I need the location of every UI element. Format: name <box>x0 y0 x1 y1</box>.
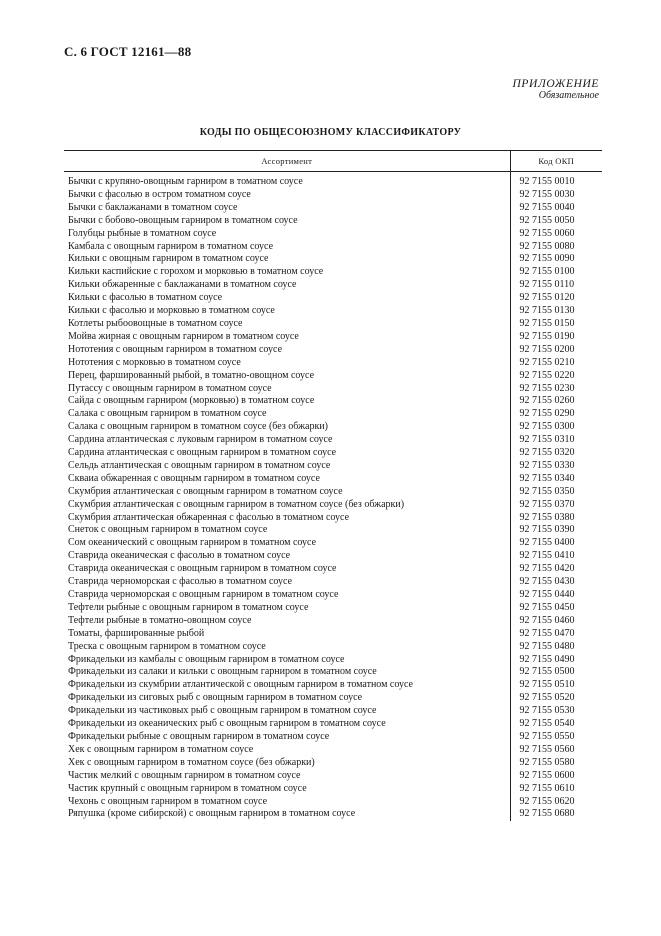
table-row <box>64 770 602 783</box>
okp-code-cell: 92 7155 0120 <box>519 292 575 304</box>
okp-code-cell: 92 7155 0260 <box>519 395 575 407</box>
table-row <box>64 241 602 254</box>
table-row <box>64 615 602 628</box>
assortment-cell: Чехонь с овощным гарниром в томатном соусе <box>64 796 510 809</box>
assortment-cell: Камбала с овощным гарниром в томатном соусе <box>64 241 510 254</box>
table-row <box>64 576 602 589</box>
assortment-cell: Бычки с баклажанами в томатном соусе <box>64 202 510 215</box>
table-row <box>64 266 602 279</box>
table-row <box>64 744 602 757</box>
assortment-cell: Бычки с фасолью в остром томатном соусе <box>64 189 510 202</box>
table-body <box>64 172 602 822</box>
assortment-cell: Снеток с овощным гарниром в томатном соусе <box>64 524 510 537</box>
appendix-title: ПРИЛОЖЕНИЕ <box>512 78 599 90</box>
okp-code-cell: 92 7155 0380 <box>519 511 575 523</box>
table-row <box>64 628 602 641</box>
table-row <box>64 731 602 744</box>
table-row <box>64 692 602 705</box>
okp-code-cell: 92 7155 0600 <box>519 769 575 781</box>
okp-code-cell: 92 7155 0560 <box>519 743 575 755</box>
table-row <box>64 499 602 512</box>
document-title: КОДЫ ПО ОБЩЕСОЮЗНОМУ КЛАССИФИКАТОРУ <box>199 127 462 138</box>
table-row <box>64 705 602 718</box>
okp-code-cell: 92 7155 0420 <box>519 563 575 575</box>
assortment-cell: Кильки с фасолью и морковью в томатном соусе <box>64 305 510 318</box>
assortment-cell: Хек с овощным гарниром в томатном соусе (без обжарки) <box>64 757 510 770</box>
table-row <box>64 537 602 550</box>
assortment-cell: Ставрида океаническая с овощным гарниром в томатном соусе <box>64 563 510 576</box>
table-row <box>64 486 602 499</box>
okp-code-cell: 92 7155 0460 <box>519 614 575 626</box>
assortment-cell: Ставрида океаническая с фасолью в томатном соусе <box>64 550 510 563</box>
table-row <box>64 292 602 305</box>
appendix-label <box>513 78 599 102</box>
okp-code-cell: 92 7155 0550 <box>519 730 575 742</box>
okp-code-cell: 92 7155 0520 <box>519 692 575 704</box>
table-header-row <box>64 151 602 172</box>
assortment-cell: Фрикадельки из скумбрии атлантической с овощным гарниром в томатном соусе <box>64 679 510 692</box>
assortment-cell: Сайда с овощным гарниром (морковью) в томатном соусе <box>64 395 510 408</box>
okp-code-cell: 92 7155 0220 <box>519 369 575 381</box>
table-row <box>64 318 602 331</box>
table-row <box>64 783 602 796</box>
table-row <box>64 408 602 421</box>
assortment-cell: Салака с овощным гарниром в томатном соусе <box>64 408 510 421</box>
assortment-cell: Хек с овощным гарниром в томатном соусе <box>64 744 510 757</box>
table-row <box>64 757 602 770</box>
assortment-cell: Скваиа обжаренная с овощным гарниром в томатном соусе <box>64 473 510 486</box>
table-row <box>64 395 602 408</box>
table-row <box>64 512 602 525</box>
okp-code-cell: 92 7155 0320 <box>519 447 575 459</box>
okp-code-cell: 92 7155 0130 <box>519 305 575 317</box>
assortment-cell: Кильки каспийские с горохом и морковью в томатном соусе <box>64 266 510 279</box>
okp-code-cell: 92 7155 0230 <box>519 382 575 394</box>
table-row <box>64 460 602 473</box>
page-header: С. 6 ГОСТ 12161—88 <box>64 44 192 59</box>
assortment-cell: Томаты, фаршированные рыбой <box>64 628 510 641</box>
assortment-cell: Нототения с морковью в томатном соусе <box>64 357 510 370</box>
assortment-cell: Ставрида черноморская с овощным гарниром в томатном соусе <box>64 589 510 602</box>
assortment-cell: Сельдь атлантическая с овощным гарниром в томатном соусе <box>64 460 510 473</box>
okp-code-cell: 92 7155 0030 <box>519 188 575 200</box>
assortment-cell: Скумбрия атлантическая обжаренная с фасолью в томатном соусе <box>64 512 510 525</box>
assortment-cell: Голубцы рыбные в томатном соусе <box>64 228 510 241</box>
assortment-cell: Сом океанический с овощным гарниром в томатном соусе <box>64 537 510 550</box>
table-row <box>64 447 602 460</box>
table-row <box>64 602 602 615</box>
okp-code-cell: 92 7155 0350 <box>519 485 575 497</box>
okp-code-cell: 92 7155 0150 <box>519 317 575 329</box>
table-row <box>64 589 602 602</box>
okp-code-cell: 92 7155 0400 <box>519 537 575 549</box>
table-row <box>64 172 602 189</box>
assortment-cell: Фрикадельки рыбные с овощным гарниром в томатном соусе <box>64 731 510 744</box>
assortment-cell: Ставрида черноморская с фасолью в томатном соусе <box>64 576 510 589</box>
okp-code-cell: 92 7155 0200 <box>519 343 575 355</box>
assortment-cell: Частик мелкий с овощным гарниром в томатном соусе <box>64 770 510 783</box>
table-row <box>64 808 602 821</box>
table-row <box>64 357 602 370</box>
table-row <box>64 421 602 434</box>
okp-code-cell: 92 7155 0530 <box>519 705 575 717</box>
assortment-cell: Кильки с фасолью в томатном соусе <box>64 292 510 305</box>
okp-code-cell: 92 7155 0440 <box>519 589 575 600</box>
okp-code-cell: 92 7155 0500 <box>519 666 575 678</box>
table-row <box>64 279 602 292</box>
okp-code-cell: 92 7155 0390 <box>519 524 575 536</box>
table-row <box>64 344 602 357</box>
okp-code-cell: 92 7155 0310 <box>519 434 575 446</box>
table-row <box>64 305 602 318</box>
table-row <box>64 796 602 809</box>
assortment-cell: Путассу с овощным гарниром в томатном соусе <box>64 383 510 396</box>
assortment-cell: Фрикадельки из камбалы с овощным гарниром в томатном соусе <box>64 654 510 667</box>
table-row <box>64 331 602 344</box>
assortment-cell: Фрикадельки из сиговых рыб с овощным гарниром в томатном соусе <box>64 692 510 705</box>
okp-code-cell: 92 7155 0210 <box>519 356 575 368</box>
okp-code-cell: 92 7155 0510 <box>519 679 575 691</box>
okp-code-cell: 92 7155 0190 <box>519 330 575 342</box>
table-row <box>64 228 602 241</box>
table-row <box>64 189 602 202</box>
appendix-note: Обязательное <box>538 90 599 101</box>
okp-code-cell: 92 7155 0480 <box>519 640 575 652</box>
okp-code-cell: 92 7155 0090 <box>519 253 575 265</box>
okp-code-cell: 92 7155 0540 <box>519 718 575 730</box>
assortment-cell: Перец, фаршированный рыбой, в томатно-овощном соусе <box>64 370 510 383</box>
okp-code-cell: 92 7155 0060 <box>519 227 575 239</box>
okp-code-cell: 92 7155 0680 <box>519 808 575 820</box>
okp-code-cell: 92 7155 0110 <box>519 279 575 291</box>
assortment-cell: Частик крупный с овощным гарниром в томатном соусе <box>64 783 510 796</box>
table-row <box>64 524 602 537</box>
assortment-cell: Салака с овощным гарниром в томатном соусе (без обжарки) <box>64 421 510 434</box>
assortment-cell: Бычки с крупяно-овощным гарниром в томатном соусе <box>64 172 510 189</box>
assortment-cell: Кильки обжаренные с баклажанами в томатном соусе <box>64 279 510 292</box>
okp-code-cell: 92 7155 0430 <box>519 576 575 588</box>
assortment-cell: Фрикадельки из океанических рыб с овощным гарниром в томатном соусе <box>64 718 510 731</box>
table-row <box>64 654 602 667</box>
okp-code-cell: 92 7155 0490 <box>519 653 575 665</box>
okp-code-cell: 92 7155 0290 <box>519 408 575 420</box>
okp-code-cell: 92 7155 0330 <box>519 459 575 471</box>
okp-code-cell: 92 7155 0010 <box>519 176 575 187</box>
table-row <box>64 718 602 731</box>
table-row <box>64 434 602 447</box>
okp-code-cell: 92 7155 0470 <box>519 627 575 639</box>
assortment-cell: Нототения с овощным гарниром в томатном соусе <box>64 344 510 357</box>
assortment-cell: Сардина атлантическая с луковым гарниром в томатном соусе <box>64 434 510 447</box>
assortment-cell: Фрикадельки из салаки и кильки с овощным гарниром в томатном соусе <box>64 666 510 679</box>
table-row <box>64 679 602 692</box>
assortment-cell: Мойва жирная с овощным гарниром в томатном соусе <box>64 331 510 344</box>
okp-code-cell: 92 7155 0100 <box>519 266 575 278</box>
column-header-okp-code: Код ОКП <box>510 151 602 172</box>
table-row <box>64 550 602 563</box>
table-row <box>64 253 602 266</box>
assortment-cell: Скумбрия атлантическая с овощным гарниром в томатном соусе (без обжарки) <box>64 499 510 512</box>
assortment-cell: Котлеты рыбоовощные в томатном соусе <box>64 318 510 331</box>
table-row <box>64 215 602 228</box>
table-row <box>64 563 602 576</box>
okp-code-cell: 92 7155 0620 <box>519 795 575 807</box>
table-row <box>64 383 602 396</box>
okp-code-cell: 92 7155 0340 <box>519 472 575 484</box>
okp-code-cell: 92 7155 0050 <box>519 214 575 226</box>
okp-codes-table <box>64 150 602 821</box>
assortment-cell: Кильки с овощным гарниром в томатном соусе <box>64 253 510 266</box>
assortment-cell: Ряпушка (кроме сибирской) с овощным гарниром в томатном соусе <box>64 808 510 821</box>
okp-code-cell: 92 7155 0080 <box>519 240 575 252</box>
okp-code-cell: 92 7155 0370 <box>519 498 575 510</box>
assortment-cell: Скумбрия атлантическая с овощным гарниром в томатном соусе <box>64 486 510 499</box>
column-header-assortment: Ассортимент <box>64 151 510 172</box>
assortment-cell: Бычки с бобово-овощным гарниром в томатном соусе <box>64 215 510 228</box>
assortment-cell: Тефтели рыбные в томатно-овощном соусе <box>64 615 510 628</box>
okp-code-cell: 92 7155 0450 <box>519 601 575 613</box>
table-row <box>64 473 602 486</box>
okp-code-cell: 92 7155 0610 <box>519 782 575 794</box>
assortment-cell: Треска с овощным гарниром в томатном соусе <box>64 641 510 654</box>
table-row <box>64 641 602 654</box>
assortment-cell: Тефтели рыбные с овощным гарниром в томатном соусе <box>64 602 510 615</box>
table-row <box>64 666 602 679</box>
assortment-cell: Сардина атлантическая с овощным гарниром в томатном соусе <box>64 447 510 460</box>
okp-code-cell: 92 7155 0040 <box>519 201 575 213</box>
table-row <box>64 202 602 215</box>
table-row <box>64 370 602 383</box>
okp-code-cell: 92 7155 0580 <box>519 756 575 768</box>
okp-code-cell: 92 7155 0410 <box>519 550 575 562</box>
okp-code-cell: 92 7155 0300 <box>519 421 575 433</box>
assortment-cell: Фрикадельки из частиковых рыб с овощным гарниром в томатном соусе <box>64 705 510 718</box>
